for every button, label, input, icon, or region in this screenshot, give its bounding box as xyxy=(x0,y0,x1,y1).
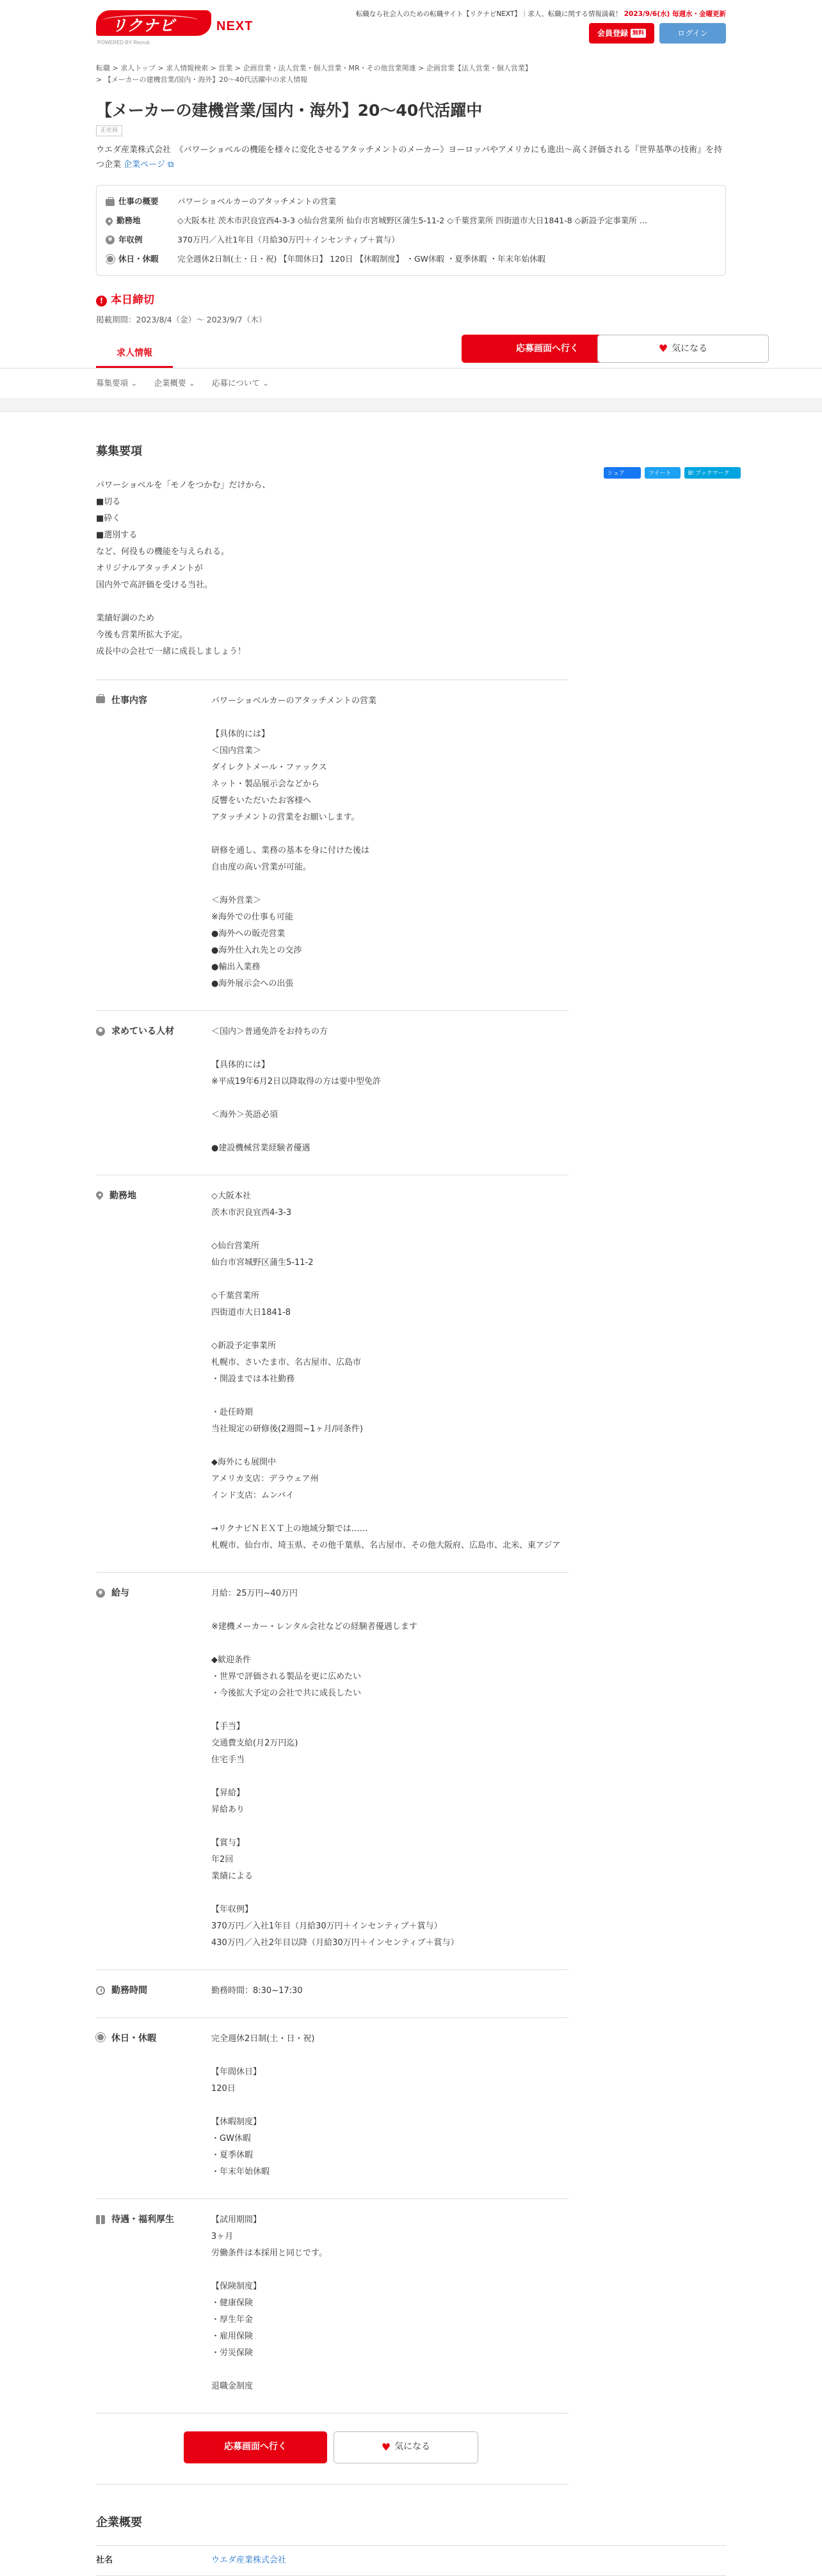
req-row-location xyxy=(96,1175,568,1573)
req-value: 勤務時間：8:30~17:30 xyxy=(211,1985,303,1996)
site-header xyxy=(0,0,822,50)
sun-icon xyxy=(107,256,113,262)
company-row-name xyxy=(96,2546,726,2576)
company-overview-title: 企業概要 xyxy=(96,2515,142,2529)
company-name-link[interactable]: ウエダ産業株式会社 xyxy=(211,2556,287,2566)
chevron-down-icon: ⌄ xyxy=(262,378,270,388)
requirements-table xyxy=(96,680,568,2413)
sun-icon xyxy=(97,2034,104,2040)
summary-row-holidays xyxy=(106,250,716,269)
alert-icon: ! xyxy=(96,296,107,306)
req-value: ◇大阪本社 茨木市沢良宜西4-3-3 ◇仙台営業所 仙台市宮城野区蒲生5-11-2 ◇千葉営業所 四街道市大日1841-8 ◇新設予定事業所 札幌市、さいたま市、名古屋市、広島市 ・開設までは本社勤務 ・赴任時期 当社規定の研修後(2週間~1ヶ月/同条件) ◆海外にも展開中 アメリカ支店：デラウェア州 インド支店：ムンバイ →リクナビＮＥＸＴ上の地域分類では…… 札幌市、仙台市、埼玉県、その他千葉県、名古屋市、その他大阪府、広島市、北米、東アジア xyxy=(211,1191,561,1550)
tab-bar xyxy=(0,330,822,368)
req-label: 求めている人材 xyxy=(111,1026,174,1037)
subnav-application[interactable]: 応募について ⌄ xyxy=(212,378,270,388)
rikunabi-next-logo[interactable] xyxy=(96,9,262,44)
favorite-label: 気になる xyxy=(394,2442,431,2453)
chevron-down-icon: ⌄ xyxy=(188,378,195,388)
person-icon xyxy=(96,1027,105,1036)
heart-icon: ♥ xyxy=(658,342,668,355)
req-row-benefits xyxy=(96,2199,568,2413)
deadline-label: 本日締切 xyxy=(111,294,154,307)
yen-icon: ¥ xyxy=(106,235,115,244)
breadcrumb-line-2: > 【メーカーの建機営業/国内・海外】20～40代活躍中の求人情報 xyxy=(96,75,308,84)
bottom-action-bar xyxy=(0,2413,822,2484)
main-content xyxy=(0,441,822,2576)
yen-icon: ¥ xyxy=(96,1589,105,1598)
req-row-job-content xyxy=(96,680,568,1011)
requirements-title: 募集要項 xyxy=(96,445,142,459)
breadcrumb-line-1[interactable]: 転職 > 求人トップ > 求人情報検索 > 営業 > 企画営業・法人営業・個人営業・MR・その他営業関連 > 企画営業【法人営業・個人営業】 xyxy=(96,64,532,72)
summary-value: ◇大阪本社 茨木市沢良宜西4-3-3 ◇仙台営業所 仙台市宮城野区蒲生5-11-2 ◇千葉営業所 四街道市大日1841-8 ◇新設予定事業所 ... xyxy=(177,216,647,226)
job-summary-box xyxy=(96,185,726,276)
briefcase-icon xyxy=(96,696,105,703)
req-row-working-hours xyxy=(96,1970,568,2018)
subnav-company[interactable]: 企業概要 ⌄ xyxy=(154,378,195,388)
apply-button-bottom[interactable]: 応募画面へ行く xyxy=(184,2431,327,2463)
free-badge: 無料 xyxy=(631,29,646,38)
summary-label: 仕事の概要 xyxy=(118,196,159,207)
divider xyxy=(96,2484,568,2485)
summary-row-salary xyxy=(106,230,716,250)
req-label: 待遇・福利厚生 xyxy=(111,2214,174,2225)
summary-value: 370万円／入社1年目（月給30万円＋インセンティブ＋賞与） xyxy=(177,235,399,245)
register-button[interactable] xyxy=(589,23,654,44)
briefcase-icon xyxy=(106,199,115,206)
pin-icon xyxy=(95,1189,105,1200)
apply-button[interactable]: 応募画面へ行く xyxy=(462,335,633,363)
req-value: ＜国内＞普通免許をお持ちの方 【具体的には】 ※平成19年6月2日以降取得の方は要中型免許 ＜海外＞英語必須 ●建設機械営業経験者優遇 xyxy=(211,1026,381,1153)
req-row-wanted-person xyxy=(96,1011,568,1175)
req-value: 【試用期間】 3ヶ月 労働条件は本採用と同じです。 【保険制度】 ・健康保険 ・厚生年金 ・雇用保険 ・労災保険 退職金制度 xyxy=(211,2214,327,2391)
summary-value: 完全週休2日制(土・日・祝) 【年間休日】 120日 【休暇制度】 ・GW休暇 ・夏季休暇 ・年末年始休暇 xyxy=(177,254,545,264)
company-label: 社名 xyxy=(96,2556,113,2566)
req-row-salary xyxy=(96,1573,568,1970)
req-value: 完全週休2日制(土・日・祝) 【年間休日】 120日 【休暇制度】 ・GW休暇 ・夏季休暇 ・年末年始休暇 xyxy=(211,2033,315,2177)
logo-next: NEXT xyxy=(216,19,254,33)
req-label: 勤務地 xyxy=(109,1190,136,1201)
summary-row-location xyxy=(106,211,716,230)
powered-by: POWERED BY Recruit xyxy=(97,40,150,45)
register-label: 会員登録 xyxy=(597,28,628,38)
header-tagline xyxy=(356,8,726,20)
company-description xyxy=(96,143,727,173)
company-page-link[interactable]: 企業ページ ⧉ xyxy=(124,160,174,170)
summary-value: パワーショベルカーのアタッチメントの営業 xyxy=(177,196,337,207)
summary-label: 年収例 xyxy=(118,235,143,245)
tab-job-info[interactable]: 求人情報 xyxy=(96,340,173,368)
favorite-button[interactable] xyxy=(597,335,769,363)
share-buttons xyxy=(604,467,741,479)
req-label: 給与 xyxy=(111,1587,129,1598)
breadcrumb xyxy=(96,63,583,85)
posting-period: 掲載期間：2023/8/4（金）～ 2023/9/7（木） xyxy=(96,315,267,325)
login-button[interactable]: ログイン xyxy=(659,23,726,44)
summary-label: 休日・休暇 xyxy=(118,254,159,264)
clock-icon xyxy=(96,1986,105,1995)
logo-text: リクナビ xyxy=(111,17,175,35)
subnav-requirements[interactable]: 募集要項 ⌄ xyxy=(96,378,138,388)
facebook-share-button[interactable]: シェア xyxy=(604,467,641,479)
favorite-label: 気になる xyxy=(672,343,708,354)
heart-icon: ♥ xyxy=(381,2440,391,2453)
req-label: 仕事内容 xyxy=(111,695,147,706)
job-catchcopy: パワーショベルを「モノをつかむ」だけから、 ■切る ■砕く ■選別する など、何役もの機能を与えられる。 オリジナルアタッチメントが 国内外で高評価を受ける当社。 業績好調のため 今後も営業所拡大予定。 成長中の会社で一緒に成長しましょう！ xyxy=(96,480,271,656)
section-nav xyxy=(0,369,822,398)
hatena-bookmark-button[interactable]: B! ブックマーク xyxy=(684,467,741,479)
twitter-share-button[interactable]: ツイート xyxy=(645,467,681,479)
update-info: 2023/9/6(水) 毎週水・金曜更新 xyxy=(624,10,726,18)
employment-type-tag: 正社員 xyxy=(96,125,122,136)
company-desc-text: ウエダ産業株式会社 《パワーショベルの機能を様々に変化させるアタッチメントのメーカー》ヨーロッパやアメリカにも進出～高く評価される『世界基準の技術』を持つ企業 xyxy=(96,145,723,170)
chevron-down-icon: ⌄ xyxy=(131,378,138,388)
req-label: 勤務時間 xyxy=(111,1985,147,1996)
summary-label: 勤務地 xyxy=(117,216,141,226)
summary-row-overview xyxy=(106,192,716,211)
req-label: 休日・休暇 xyxy=(111,2033,156,2044)
section-separator xyxy=(0,398,822,412)
favorite-button-bottom[interactable] xyxy=(334,2431,478,2463)
company-overview-table xyxy=(96,2545,726,2576)
pin-icon xyxy=(106,216,114,227)
req-value: 月給：25万円~40万円 ※建機メーカー・レンタル会社などの経験者優遇します ◆歓迎条件 ・世界で評価される製品を更に広めたい ・今後拡大予定の会社で共に成長したい 【手当】 交通費支給(月2万円迄) 住宅手当 【昇給】 昇給あり 【賞与】 年2回 業績による 【年収例】 370万円／入社1年目（月給30万円＋インセンティブ＋賞与） 430万円／入社2年目以降（月給30万円＋インセンティブ＋賞与） xyxy=(211,1588,459,1948)
tagline-text: 転職なら社会人のための転職サイト【リクナビNEXT】｜求人、転職に関する情報満載！ xyxy=(355,10,622,18)
req-value: パワーショベルカーのアタッチメントの営業 【具体的には】 ＜国内営業＞ ダイレクトメール・ファックス ネット・製品展示会などから 反響をいただいたお客様へ アタッチメントの営業をお願いします。 研修を通し、業務の基本を身に付けた後は 自由度の高い営業が可能。 ＜海外営業＞ ※海外での仕事も可能 ●海外への販売営業 ●海外仕入れ先との交渉 ●輸出入業務 ●海外展示会への出張 xyxy=(211,696,377,989)
job-title: 【メーカーの建機営業/国内・海外】20～40代活躍中 xyxy=(96,101,483,120)
req-row-holidays xyxy=(96,2018,568,2199)
deadline-notice xyxy=(96,291,822,310)
gift-icon xyxy=(96,2215,105,2224)
